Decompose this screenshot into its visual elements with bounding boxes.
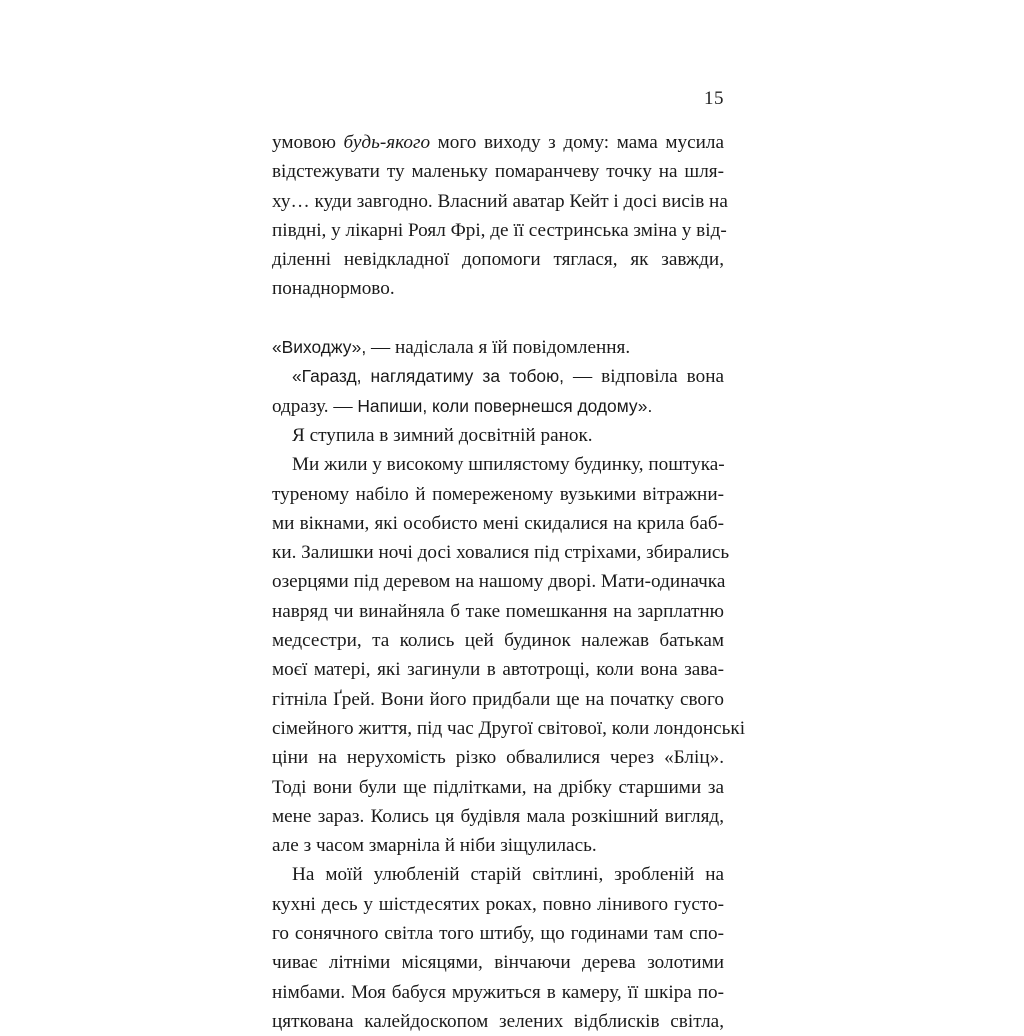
italic-emphasis: будь-якого	[343, 132, 431, 153]
text-line: ки. Залишки ночі досі ховалися під стріхами, збирались	[272, 542, 730, 564]
text-line: півдні, у лікарні Роял Фрі, де її сестринська зміна у від-	[272, 219, 727, 241]
text-line: але з часом змарніла й ніби зіщулилась.	[272, 835, 597, 857]
text-fragment: — надіслала я їй повідомлення.	[366, 337, 631, 359]
text-fragment: одразу. —	[272, 395, 358, 417]
text-line: ціни на нерухомість різко обвалилися через «Бліц».	[272, 747, 724, 769]
text-line: навряд чи винайняла б таке помешкання на зарплатню	[272, 600, 724, 622]
text-line: німбами. Моя бабуся мружиться в камеру, її шкіра по-	[272, 981, 724, 1003]
message-line	[272, 392, 724, 421]
text-line: кухні десь у шістдесятих роках, повно лінивого густо-	[272, 893, 724, 915]
text-line: діленні невідкладної допомоги тяглася, як завжди,	[272, 249, 724, 271]
text-message: «Виходжу»,	[272, 337, 367, 358]
text-line: го сонячного світла того штибу, що годинами там спо-	[272, 923, 724, 945]
text-line: сімейного життя, під час Другої світової, коли лондонські	[272, 717, 746, 739]
text-fragment: — відповіла вона	[563, 366, 724, 388]
text-line: чиває літніми місяцями, вінчаючи дерева золотими	[272, 952, 724, 974]
text-fragment: умовою	[272, 132, 344, 153]
text-line: понаднормово.	[272, 278, 395, 300]
text-line: озерцями під деревом на нашому дворі. Мати-одиначка	[272, 571, 726, 593]
text-message: Напиши, коли повернешся додому».	[357, 395, 653, 416]
text-fragment: мого виходу з дому: мама мусила	[430, 132, 724, 153]
text-message: «Гаразд, наглядатиму за тобою,	[292, 366, 564, 387]
text-line: моєї матері, які загинули в автотрощі, коли вона зава-	[272, 659, 724, 681]
text-line: Я ступила в зимний досвітній ранок.	[292, 424, 593, 446]
text-line: мене зараз. Колись ця будівля мала розкішний вигляд,	[272, 805, 724, 827]
paragraph-gap	[272, 304, 724, 333]
text-line: відстежувати ту маленьку помаранчеву точку на шля-	[272, 161, 724, 183]
text-line: ми вікнами, які особисто мені скидалися на крила баб-	[272, 512, 724, 534]
text-line: туреному набіло й помереженому вузькими вітражни-	[272, 483, 724, 505]
message-line	[272, 333, 724, 362]
text-line: гітніла Ґрей. Вони його придбали ще на початку свого	[272, 688, 724, 710]
page-number: 15	[704, 88, 724, 109]
text-line: Тоді вони були ще підлітками, на дрібку старшими за	[272, 776, 724, 798]
text-line: ху… куди завгодно. Власний аватар Кейт і досі висів на	[272, 190, 728, 212]
message-line	[272, 362, 724, 391]
text-line: цяткована калейдоскопом зелених відблисків світла,	[272, 1010, 724, 1032]
text-line: медсестри, та колись цей будинок належав батькам	[272, 630, 724, 652]
text-line: Ми жили у високому шпилястому будинку, поштука-	[292, 454, 725, 476]
body-text	[272, 128, 746, 1036]
text-line	[272, 128, 724, 157]
text-line: На моїй улюбленій старій світлині, зробленій на	[292, 864, 724, 886]
